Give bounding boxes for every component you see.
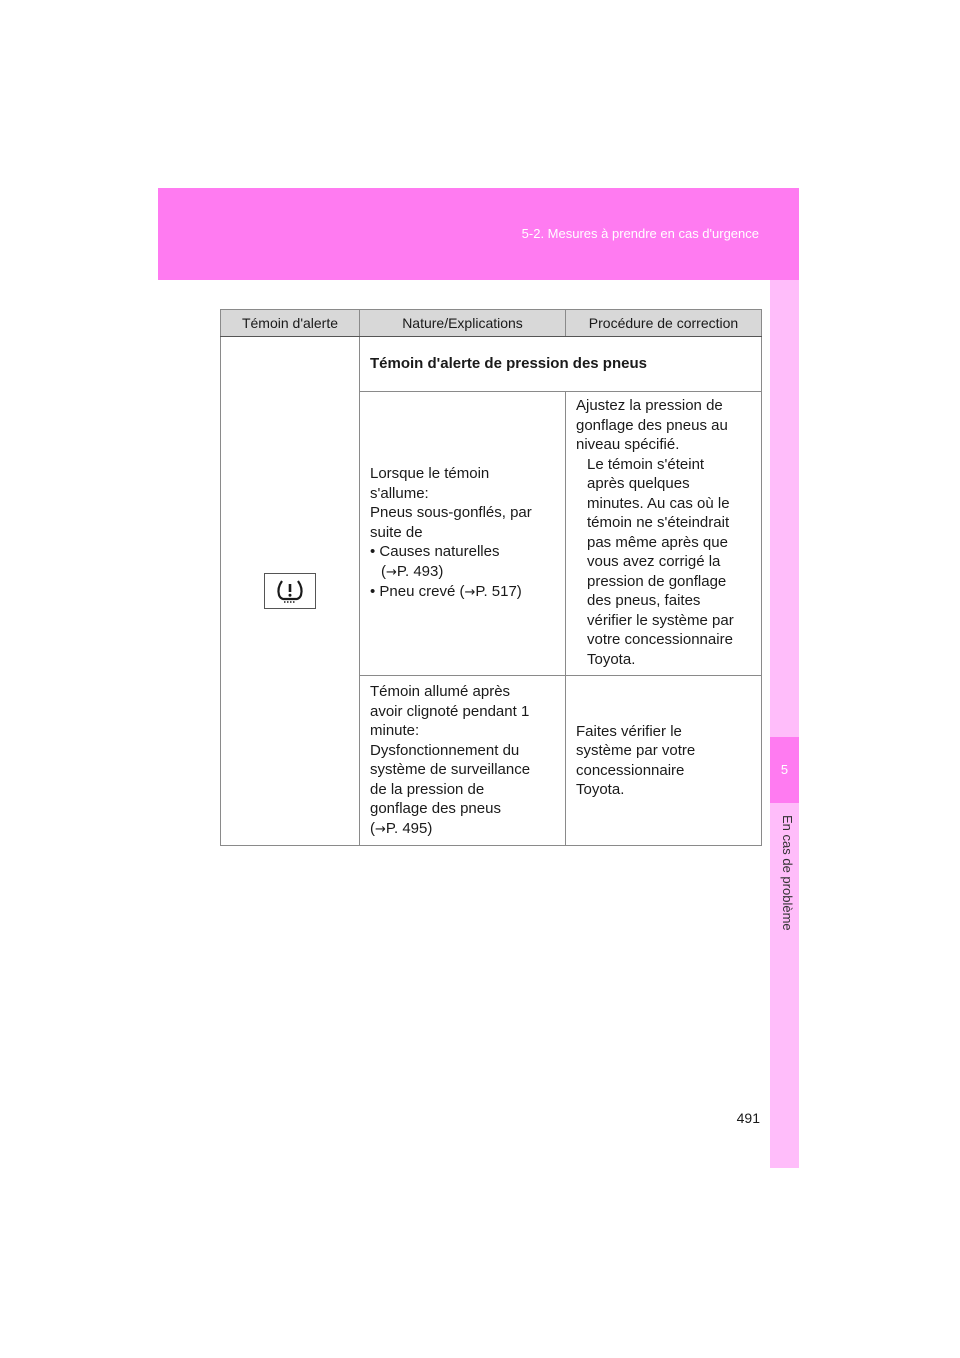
tire-pressure-warning-icon — [264, 573, 316, 609]
nature-line: avoir clignoté pendant 1 — [370, 702, 530, 720]
nature-line: système de surveillance — [370, 761, 531, 778]
procedure-line: système par votre — [576, 742, 696, 759]
section-header — [158, 188, 799, 280]
procedure-line: Toyota. — [587, 650, 636, 668]
nature-line: de la pression de — [370, 780, 485, 798]
procedure-line: niveau spécifié. — [576, 436, 680, 453]
arrow-right-icon: → — [464, 585, 476, 601]
procedure-line: des pneus, faites — [587, 592, 701, 609]
procedure-line: pression de gonflage — [587, 572, 727, 590]
chapter-number: 5 — [780, 762, 789, 777]
page-number: 491 — [736, 1110, 760, 1126]
procedure-cell — [566, 392, 762, 676]
nature-line: suite de — [370, 523, 423, 541]
table-row — [221, 337, 762, 392]
procedure-line: après quelques — [587, 475, 690, 492]
nature-line: Dysfonctionnement du — [370, 741, 520, 759]
nature-line: Pneus sous-gonflés, par — [370, 504, 532, 522]
procedure-line: vérifier le système par — [587, 611, 734, 629]
nature-line: gonflage des pneus — [370, 800, 501, 817]
procedure-line: concessionnaire — [576, 761, 685, 779]
page-reference[interactable]: (→P. 495) — [370, 819, 433, 837]
procedure-line: témoin ne s'éteindrait — [587, 514, 730, 531]
procedure-line: votre concessionnaire — [587, 631, 733, 648]
procedure-line: Ajustez la pression de — [576, 397, 723, 414]
column-header: Nature/Explications — [360, 310, 566, 337]
procedure-line: Le témoin s'éteint — [587, 455, 705, 473]
procedure-cell — [566, 676, 762, 846]
column-header: Procédure de correction — [566, 310, 762, 337]
chapter-tab[interactable] — [770, 737, 799, 803]
warning-title: Témoin d'alerte de pression des pneus — [360, 337, 762, 392]
arrow-right-icon: → — [386, 564, 397, 580]
warning-icon-cell — [221, 337, 360, 846]
procedure-line: Toyota. — [576, 781, 625, 798]
procedure-line: vous avez corrigé la — [587, 553, 721, 570]
arrow-right-icon: → — [375, 821, 386, 837]
page-reference[interactable]: P. 517) — [475, 583, 522, 601]
page-reference[interactable]: (→P. 493) — [381, 562, 444, 580]
side-strip — [770, 280, 799, 1168]
warning-light-table — [220, 309, 762, 846]
nature-line: minute: — [370, 722, 420, 739]
nature-line: s'allume: — [370, 484, 429, 502]
procedure-line: pas même après que — [587, 533, 728, 551]
chapter-label: En cas de problème — [780, 815, 795, 931]
procedure-line: Faites vérifier le — [576, 722, 682, 740]
nature-cell — [360, 676, 566, 846]
nature-line: • Causes naturelles — [370, 543, 500, 561]
nature-cell — [360, 392, 566, 676]
nature-line: Lorsque le témoin — [370, 465, 490, 483]
nature-line: • Pneu crevé ( — [370, 583, 465, 601]
procedure-line: minutes. Au cas où le — [587, 494, 730, 512]
table-header-row — [221, 310, 762, 337]
nature-line: Témoin allumé après — [370, 683, 511, 700]
column-header: Témoin d'alerte — [221, 310, 360, 337]
procedure-line: gonflage des pneus au — [576, 416, 728, 434]
section-title: 5-2. Mesures à prendre en cas d'urgence — [521, 226, 759, 241]
